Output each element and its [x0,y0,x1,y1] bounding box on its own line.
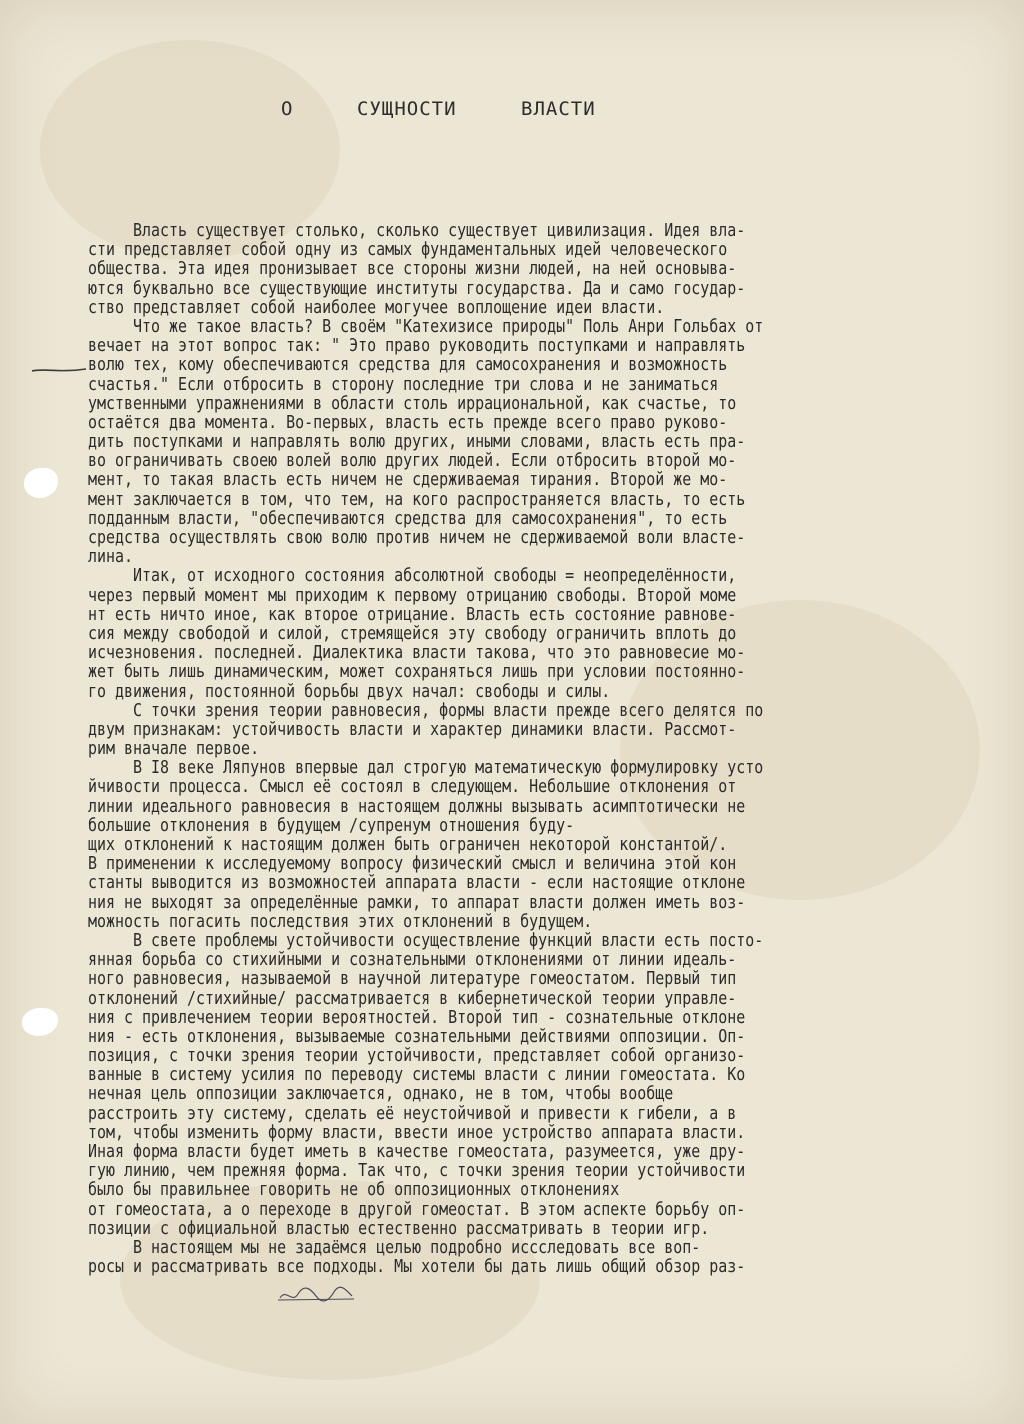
title-word: О [281,98,294,120]
text-line: исчезновения. последней. Диалектика власти такова, что это равновесие мо- [88,643,746,664]
text-line: было бы правильнее говорить не об оппозиционных отклонениях [88,1180,620,1201]
text-line: во ограничивать своею волей волю других людей. Если отбросить второй мо- [88,451,737,472]
text-line: С точки зрения теории равновесия, формы власти прежде всего делятся по [88,700,764,721]
text-line: счастья." Если отбросить в сторону последние три слова и не заниматься [88,374,719,395]
text-line: дить поступками и направлять волю других, иными словами, власть есть пра- [88,432,746,453]
text-line: остаётся два момента. Во-первых, власть есть прежде всего право руково- [88,412,728,433]
text-line: нечная цель оппозиции заключается, однако, не в том, чтобы вообще [88,1084,674,1105]
text-line: мент заключается в том, что тем, на кого распространяется власть, то есть [88,489,746,510]
title-word: ВЛАСТИ [521,98,596,120]
text-line: большие отклонения в будущем /супренум отношения буду- [88,815,575,836]
text-line: волю тех, кому обеспечиваются средства для самосохранения и возможность [88,355,728,376]
text-line: общества. Эта идея пронизывает все стороны жизни людей, на ней основыва- [88,259,737,280]
text-line: ство представляет собой наиболее могучее воплощение идеи власти. [88,297,665,318]
punch-hole [24,468,58,498]
text-line: щих отклонений к настоящим должен быть ограничен некоторой константой/. [88,835,728,855]
text-line: Иная форма власти будет иметь в качестве гомеостата, разумеется, уже дру- [88,1142,746,1162]
text-line: нт есть ничто иное, как второе отрицание. Власть есть состояние равнове- [88,604,737,625]
text-line: ванные в систему усилия по переводу системы власти с линии гомеостата. Ко [88,1065,746,1086]
text-line: Итак, от исходного состояния абсолютной свободы = неопределённости, [88,566,737,587]
title-word: СУЩНОСТИ [357,98,457,120]
text-line: В настоящем мы не задаёмся целью подробно иссследовать все воп- [88,1237,701,1258]
text-line: рим вначале первое. [88,739,260,760]
text-line: линии идеального равновесия в настоящем должны вызывать асимптотически не [88,796,746,817]
text-line: подданным власти, "обеспечиваются средства для самосохранения", то есть [88,508,728,529]
text-line: том, чтобы изменить форму власти, ввести иное устройство аппарата власти. [88,1122,746,1143]
text-line: лина. [88,547,134,568]
text-line: В применении к исследуемому вопросу физический смысл и величина этой кон [88,854,737,875]
text-line: отклонений /стихийные/ рассматривается в кибернетической теории управле- [88,988,737,1009]
text-line: ния не выходят за определённые рамки, то аппарат власти должен иметь воз- [88,892,746,913]
text-line: умственными упражнениями в области столь иррациональной, как счастье, то [88,393,737,414]
text-line: Власть существует столько, сколько существует цивилизация. Идея вла- [88,221,746,241]
text-line: средства осуществлять свою волю против ничем не сдерживаемой воли власте- [88,528,746,548]
text-line: жет быть лишь динамическим, может сохраняться лишь при условии постоянно- [88,662,746,683]
text-line: сия между свободой и силой, стремящейся эту свободу ограничить вплоть до [88,623,737,644]
handwritten-correction-icon [276,1284,356,1306]
margin-mark-icon [30,364,88,376]
text-line: В свете проблемы устойчивости осуществление функций власти есть посто- [88,930,764,951]
text-line: расстроить эту систему, сделать её неустойчивой и привести к гибели, а в [88,1103,737,1124]
text-line: Что же такое власть? В своём "Катехизисе природы" Поль Анри Гольбах от [88,316,764,337]
text-line: позиции с официальной властью естественно рассматривать в теории игр. [88,1218,710,1239]
text-line: ного равновесия, называемой в научной литературе гомеостатом. Первый тип [88,969,737,990]
text-line: сти представляет собой одну из самых фундаментальных идей человеческого [88,240,728,261]
text-line: гую линию, чем прежняя форма. Так что, с точки зрения теории устойчивости [88,1161,746,1182]
punch-hole [22,1008,58,1036]
text-line: янная борьба со стихийными и сознательными отклонениями от линии идеаль- [88,950,737,971]
text-line: вечает на этот вопрос так: " Это право руководить поступками и направлять [88,336,746,357]
text-line: можность погасить последствия этих отклонений в будущем. [88,911,593,932]
text-line: го движения, постоянной борьбы двух начал: свободы и силы. [88,681,611,702]
document-body [88,222,1018,1277]
text-line: мент, то такая власть есть ничем не сдерживаемая тирания. Второй же мо- [88,470,728,491]
text-line: двум признакам: устойчивость власти и характер динамики власти. Рассмот- [88,719,737,740]
text-line: росы и рассматривать все подходы. Мы хотели бы дать лишь общий обзор раз- [88,1257,746,1278]
text-line: ются буквально все существующие институты государства. Да и само государ- [88,278,746,299]
text-line: через первый момент мы приходим к первому отрицанию свободы. Второй моме [88,585,737,606]
document-title [0,98,1024,132]
text-line: В I8 веке Ляпунов впервые дал строгую математическую формулировку усто [88,758,764,779]
text-line: станты выводится из возможностей аппарата власти - если настоящие отклоне [88,873,746,894]
text-line: позиция, с точки зрения теории устойчивости, представляет собой организо- [88,1046,746,1067]
text-line: йчивости процесса. Смысл её состоял в следующем. Небольшие отклонения от [88,777,737,798]
text-line: от гомеостата, а о переходе в другой гомеостат. В этом аспекте борьбу оп- [88,1199,746,1220]
text-line: ния - есть отклонения, вызываемые сознательными действиями оппозиции. Оп- [88,1026,746,1047]
text-line: ния с привлечением теории вероятностей. Второй тип - сознательные отклоне [88,1007,746,1028]
